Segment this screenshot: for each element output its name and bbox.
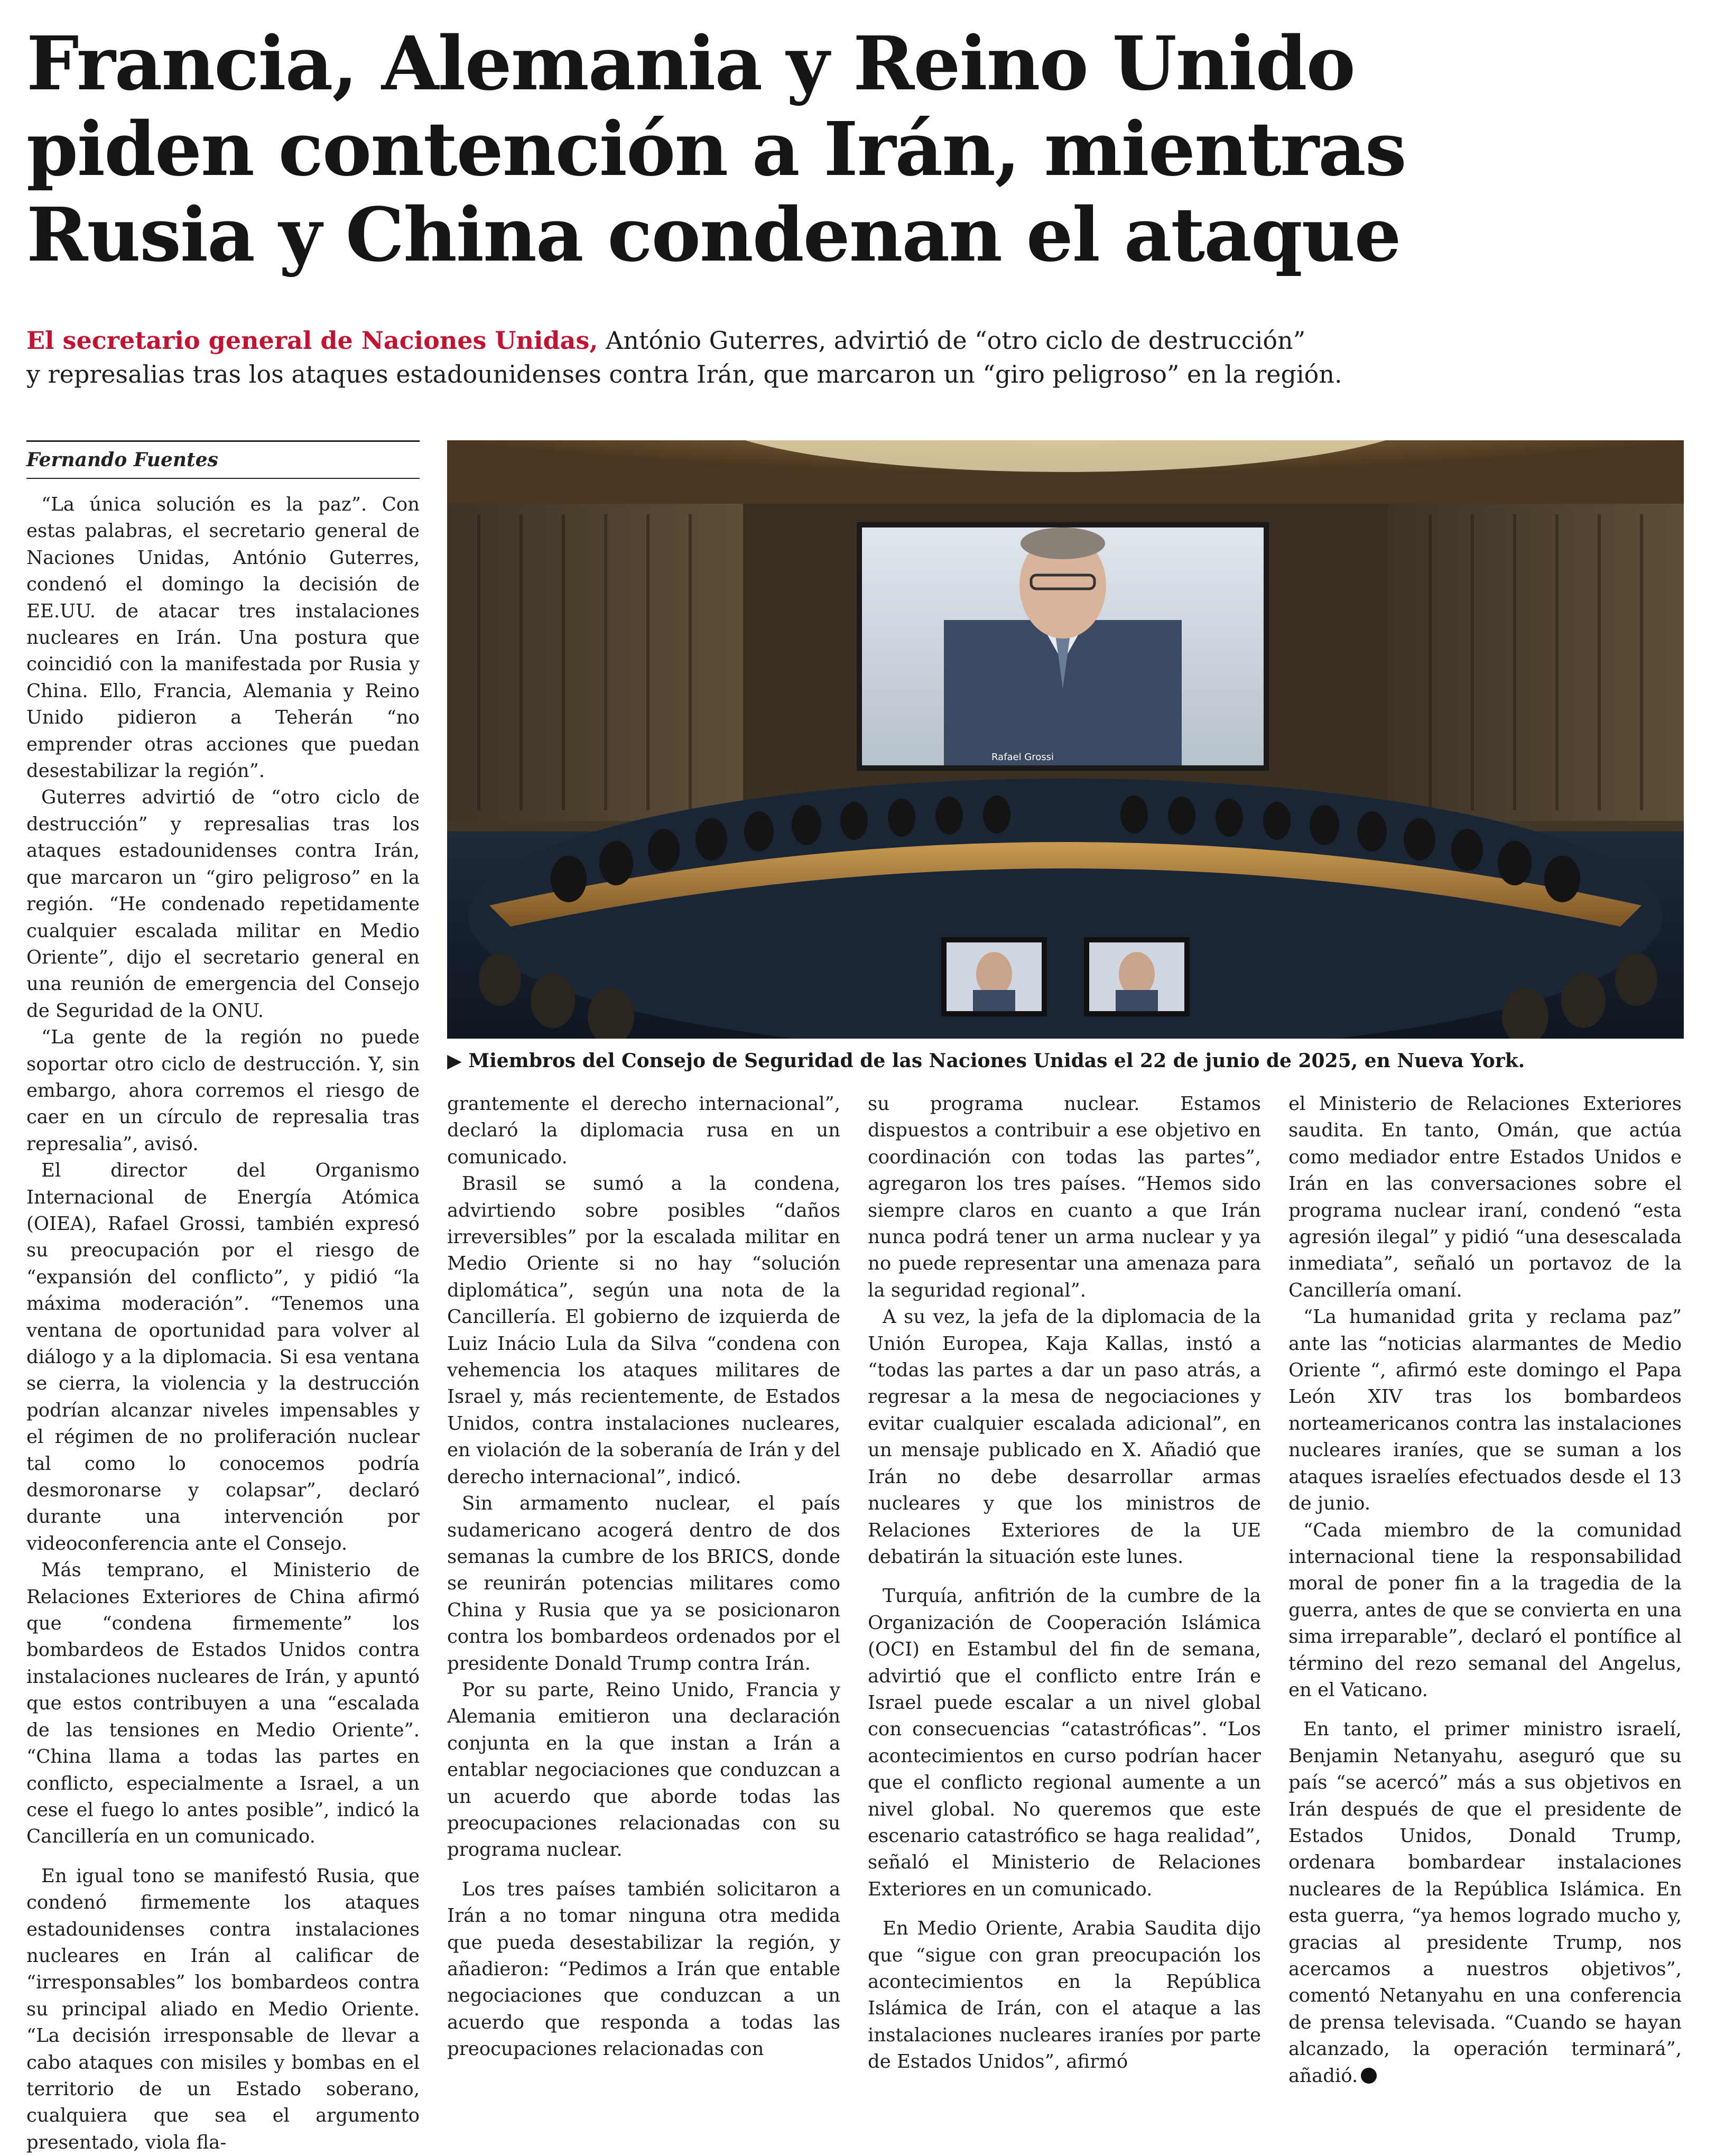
paragraph: Brasil se sumó a la condena, advirtiendo sobre posibles “daños irreversibles” por la escalada militar en Medio Oriente si no hay “solución diplomática”, según una nota de la Cancillería. El gobierno de izquierda de Luiz Inácio Lula da Silva “condena con vehemencia los ataques militares de Israel y, más recientemente, de Estados Unidos, contra instalaciones nucleares, en violación de la soberanía de Irán y del derecho internacional”, indicó. [447,1173,840,1488]
paragraph: Turquía, anfitrión de la cumbre de la Organización de Cooperación Islámica (OCI) en Estambul del fin de semana, advirtió que el conflicto entre Irán e Israel puede escalar a un nivel global con consecuencias “catastróficas”. “Los acontecimientos en curso podrían hacer que el conflicto regional aumente a un nivel global. No queremos que este escenario catastrófico se haga realidad”, señaló el Ministerio de Relaciones Exteriores en un comunicado. [868,1585,1261,1900]
paragraph: El director del Organismo Internacional de Energía Atómica (OIEA), Rafael Grossi, también expresó su preocupación por el riesgo de “expansión del conflicto”, y pidió “la máxima moderación”. “Tenemos una ventana de oportunidad para volver al diálogo y a la diplomacia. Si esa ventana se cierra, la violencia y la destrucción podrían alcanzar niveles impensables y el régimen de no proliferación nuclear tal como lo conocemos podría desmoronarse y colapsar”, declaró durante una intervención por videoconferencia ante el Consejo. [26,1160,420,1554]
headline-line: piden contención a Irán, mientras [26,106,1406,193]
article-column-1 [26,492,420,2156]
headline [26,21,1707,278]
paragraph: grantemente el derecho internacional”, declaró la diplomacia rusa en un comunicado. [447,1093,840,1168]
paragraph [1288,1716,1682,2089]
paragraph: Más temprano, el Ministerio de Relaciones Exteriores de China afirmó que “condena firmemente” los bombardeos de Estados Unidos contra instalaciones nucleares de Irán, y apuntó que estos contribuyen a una “escalada de las tensiones en Medio Oriente”. “China llama a todas las partes en conflicto, especialmente a Israel, a un cese el fuego lo antes posible”, indicó la Cancillería en un comunicado. [26,1559,420,1848]
standfirst-text-2: y represalias tras los ataques estadounidenses contra Irán, que marcaron un “giro peligroso” en la región. [26,360,1342,388]
end-mark-icon [1361,2068,1377,2084]
paragraph: “Cada miembro de la comunidad internacional tiene la responsabilidad moral de poner fin a la tragedia de la guerra, antes de que se convierta en una sima irreparable”, declaró el pontífice al término del rezo semanal del Angelus, en el Vaticano. [1288,1519,1682,1701]
article-column-3 [868,1091,1261,2076]
photo-caption: ▶ Miembros del Consejo de Seguridad de las Naciones Unidas el 22 de junio de 2025, en Nueva York. [447,1050,1525,1072]
standfirst-line-1 [26,323,1707,357]
paragraph: A su vez, la jefa de la diplomacia de la Unión Europea, Kaja Kallas, instó a “todas las partes a dar un paso atrás, a regresar a la mesa de negociaciones y evitar cualquier escalada adicional”, en un mensaje publicado en X. Añadió que Irán no debe desarrollar armas nucleares y que los ministros de Relaciones Exteriores de la UE debatirán la situación este lunes. [868,1306,1261,1568]
paragraph: En igual tono se manifestó Rusia, que condenó firmemente los ataques estadounidenses contra instalaciones nucleares en Irán al calificar de “irresponsables” los bombardeos contra su principal aliado en Medio Oriente. “La decisión irresponsable de llevar a cabo ataques con misiles y bombas en el territorio de un Estado soberano, cualquiera que sea el argumento presentado, viola fla- [26,1865,420,2153]
security-council-photo [447,440,1684,1039]
paragraph: Por su parte, Reino Unido, Francia y Alemania emitieron una declaración conjunta en la que instan a Irán a entablar negociaciones que conduzcan a un acuerdo que aborde todas las preocupaciones relacionadas con su programa nuclear. [447,1679,840,1861]
news-photo [447,440,1684,1039]
standfirst [26,323,1707,391]
standfirst-lead: El secretario general de Naciones Unidas, [26,326,598,355]
article-column-2 [447,1091,840,2063]
paragraph: “La humanidad grita y reclama paz” ante las “noticias alarmantes de Medio Oriente “, afirmó este domingo el Papa León XIV tras los bombardeos norteamericanos contra las instalaciones nucleares iraníes, que se suman a los ataques israelíes efectuados desde el 13 de junio. [1288,1306,1682,1515]
paragraph: En Medio Oriente, Arabia Saudita dijo que “sigue con gran preocupación los acontecimientos en la República Islámica de Irán, con el ataque a las instalaciones nucleares iraníes por parte de Estados Unidos”, afirmó [868,1918,1261,2073]
paragraph: el Ministerio de Relaciones Exteriores saudita. En tanto, Omán, que actúa como mediador entre Estados Unidos e Irán en las conversaciones sobre el programa nuclear iraní, condenó “esta agresión ilegal” y pidió “una desescalada inmediata”, señaló un portavoz de la Cancillería omaní. [1288,1093,1682,1301]
paragraph: “La única solución es la paz”. Con estas palabras, el secretario general de Naciones Unidas, António Guterres, condenó el domingo la decisión de EE.UU. de atacar tres instalaciones nucleares en Irán. Una postura que coincidió con la manifestada por Rusia y China. Ello, Francia, Alemania y Reino Unido pidieron a Teherán “no emprender otras acciones que puedan desestabilizar la región”. [26,494,420,782]
paragraph: Sin armamento nuclear, el país sudamericano acogerá dentro de dos semanas la cumbre de los BRICS, donde se reunirán potencias militares como China y Rusia que ya se posicionaron contra los bombardeos ordenados por el presidente Donald Trump contra Irán. [447,1493,840,1674]
paragraph-text: En tanto, el primer ministro israelí, Benjamin Netanyahu, aseguró que su país “se acercó” más a sus objetivos en Irán después de que el presidente de Estados Unidos, Donald Trump, ordenara bombardear instalaciones nucleares de la República Islámica. En esta guerra, “ya hemos logrado mucho y, gracias al presidente Trump, nos acercamos a nuestros objetivos”, comentó Netanyahu en una conferencia de prensa televisada. “Cuando se hayan alcanzado, la operación terminará”, añadió. [1288,1718,1682,2087]
paragraph: “La gente de la región no puede soportar otro ciclo de destrucción. Y, sin embargo, ahora corremos el riesgo de caer en un círculo de represalia tras represalia”, avisó. [26,1026,420,1155]
paragraph: Los tres países también solicitaron a Irán a no tomar ninguna otra medida que pueda desestabilizar la región, y añadieron: “Pedimos a Irán que entable negociaciones que conduzcan a un acuerdo que responda a todas las preocupaciones relacionadas con [447,1878,840,2060]
paragraph: Guterres advirtió de “otro ciclo de destrucción” y represalias tras los ataques estadounidenses contra Irán, que marcaron un “giro peligroso” en la región. “He condenado repetidamente cualquier escalada militar en Medio Oriente”, dijo el secretario general en una reunión de emergencia del Consejo de Seguridad de la ONU. [26,786,420,1022]
byline-rule-top [26,440,420,442]
article-column-4 [1288,1091,1682,2089]
standfirst-text-1: António Guterres, advirtió de “otro ciclo de destrucción” [598,326,1306,355]
headline-line: Francia, Alemania y Reino Unido [26,21,1355,107]
byline: Fernando Fuentes [26,449,218,471]
paragraph: su programa nuclear. Estamos dispuestos a contribuir a ese objetivo en coordinación con todas las partes”, agregaron los tres países. “Hemos sido siempre claros en cuanto a que Irán nunca podrá tener un arma nuclear y ya no puede representar una amenaza para la seguridad regional”. [868,1093,1261,1301]
byline-rule-bottom [26,478,420,479]
headline-line: Rusia y China condenan el ataque [26,192,1401,279]
screen-name-label: Rafael Grossi [991,752,1054,763]
